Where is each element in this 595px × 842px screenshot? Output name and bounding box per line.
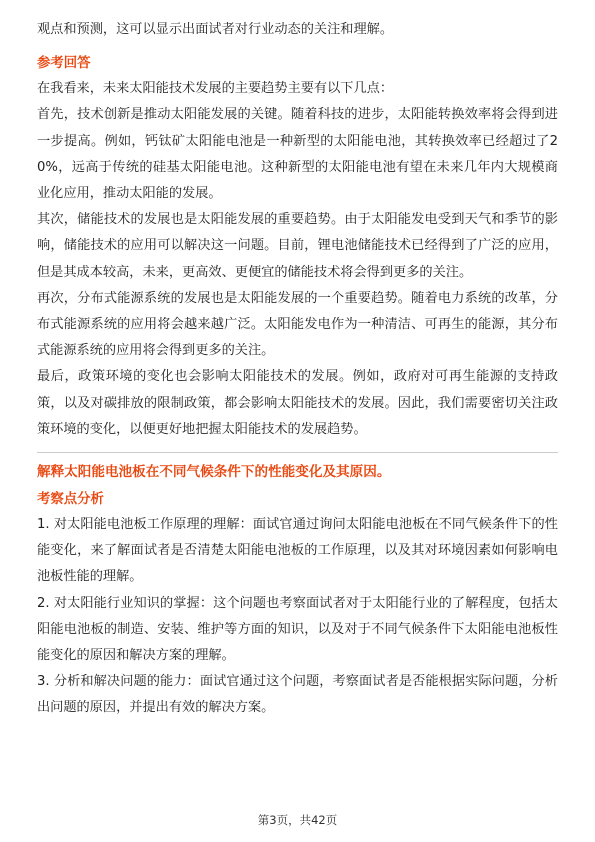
answer-paragraph: 再次，分布式能源系统的发展也是太阳能发展的一个重要趋势。随着电力系统的改革，分布式能源系统的应用将会越来越广泛。太阳能发电作为一种清洁、可再生的能源，其分布式能源系统的应用将会得到更多的关注。: [37, 290, 558, 359]
answer-paragraph: 首先，技术创新是推动太阳能发展的关键。随着科技的进步，太阳能转换效率将会得到进一步提高。例如，钙钛矿太阳能电池是一种新型的太阳能电池，其转换效率已经超过了20%，远高于传统的硅基太阳能电池。这种新型的太阳能电池有望在未来几年内大规模商业化应用，推动太阳能的发展。: [37, 107, 558, 202]
analysis-point: 3. 分析和解决问题的能力：面试官通过这个问题，考察面试者是否能根据实际问题，分析出问题的原因，并提出有效的解决方案。: [37, 674, 558, 716]
answer-paragraph: 最后，政策环境的变化也会影响太阳能技术的发展。例如，政府对可再生能源的支持政策，以及对碳排放的限制政策，都会影响太阳能技术的发展。因此，我们需要密切关注政策环境的变化，以便更好地把握太阳能技术的发展趋势。: [37, 369, 558, 437]
reference-answer-heading: 参考回答: [37, 56, 91, 72]
page-footer: 第3页，共42页: [257, 813, 338, 827]
analysis-heading: 考察点分析: [37, 492, 104, 508]
analysis-point: 2. 对太阳能行业知识的掌握：这个问题也考察面试者对于太阳能行业的了解程度，包括太阳能电池板的制造、安装、维护等方面的知识，以及对于不同气候条件下太阳能电池板性能变化的原因和解决方案的理解。: [37, 595, 558, 664]
page-content: [37, 0, 558, 722]
analysis-point: 1. 对太阳能电池板工作原理的理解：面试官通过询问太阳能电池板在不同气候条件下的性能变化，来了解面试者是否清楚太阳能电池板的工作原理，以及其对环境因素如何影响电池板性能的理解。: [37, 517, 558, 585]
answer-paragraph: 其次，储能技术的发展也是太阳能发展的重要趋势。由于太阳能发电受到天气和季节的影响，储能技术的应用可以解决这一问题。目前，锂电池储能技术已经得到了广泛的应用，但是其成本较高，未来，更高效、更便宜的储能技术将会得到更多的关注。: [37, 212, 558, 280]
question-title: 解释太阳能电池板在不同气候条件下的性能变化及其原因。: [37, 464, 391, 481]
intro-tail-text: 观点和预测，这可以显示出面试者对行业动态的关注和理解。: [37, 22, 394, 37]
answer-paragraph: 在我看来，未来太阳能技术发展的主要趋势主要有以下几点：: [37, 81, 394, 97]
section-divider: [37, 452, 558, 453]
